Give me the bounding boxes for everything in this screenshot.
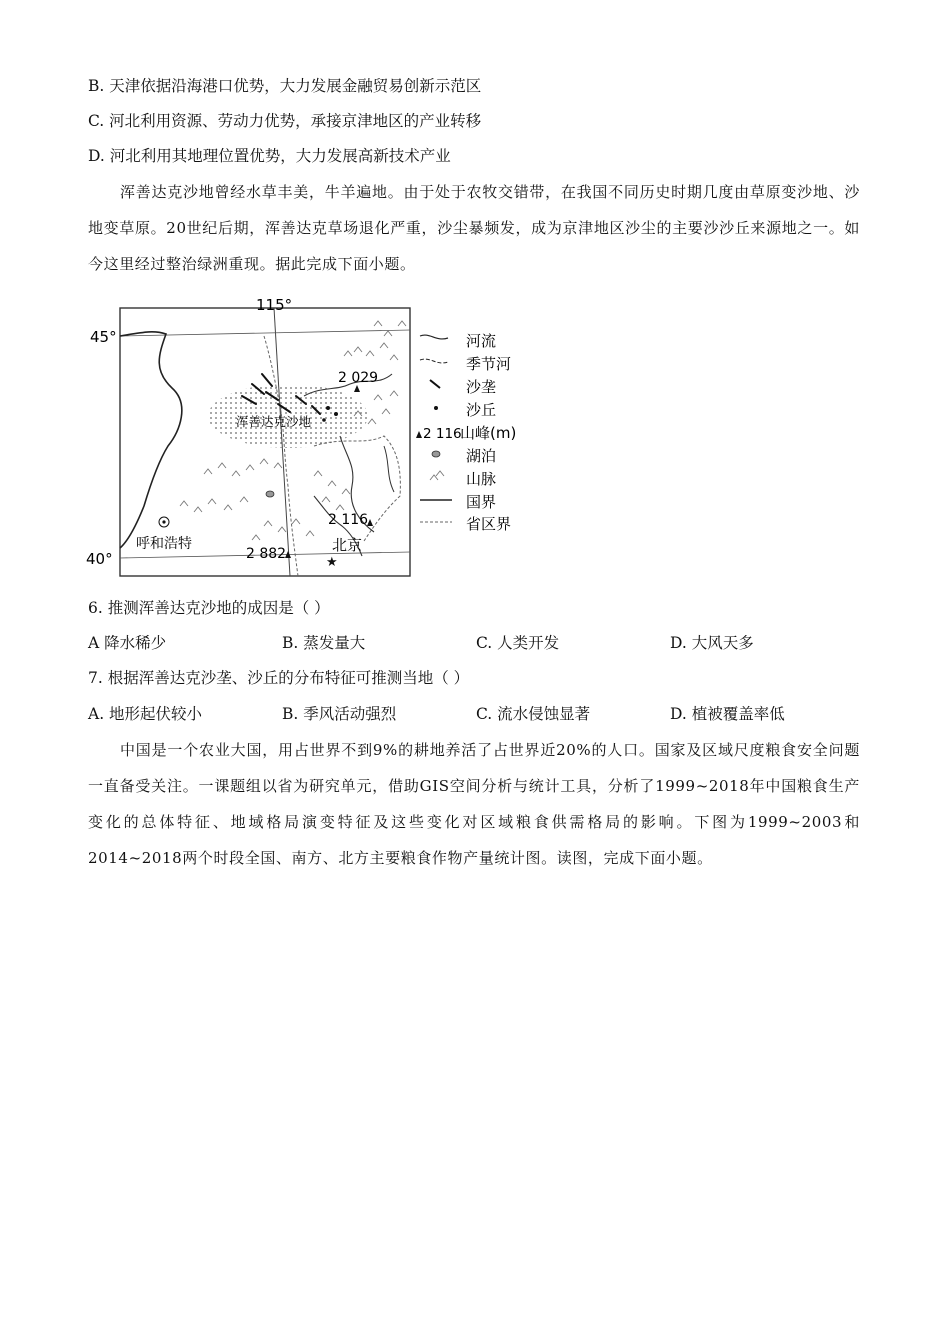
legend-peak: 山峰(m) — [460, 424, 517, 442]
question-7-stem: 7. 根据浑善达克沙垄、沙丘的分布特征可推测当地（ ） — [88, 669, 470, 687]
q6-option-d[interactable]: D. 大风天多 — [670, 634, 754, 652]
provincial-border — [264, 336, 298, 576]
q6-option-c[interactable]: C. 人类开发 — [476, 634, 560, 652]
legend-lake-symbol — [432, 451, 440, 457]
longitude-label: 115° — [256, 296, 293, 314]
legend-national-border: 国界 — [466, 493, 497, 511]
hunshandake-map — [84, 296, 534, 586]
hohhot-label: 呼和浩特 — [136, 536, 192, 552]
peak-2029-label: 2 029 — [338, 370, 379, 386]
q7-option-d[interactable]: D. 植被覆盖率低 — [670, 705, 785, 723]
map-legend — [416, 332, 516, 533]
beijing-label: 北京 — [332, 536, 363, 554]
option-b-prev: B. 天津依据沿海港口优势，大力发展金融贸易创新示范区 — [88, 77, 482, 95]
national-border — [120, 332, 182, 548]
legend-provincial-border: 省区界 — [466, 515, 512, 533]
q7-option-c[interactable]: C. 流水侵蚀显著 — [476, 705, 591, 723]
legend-sand-ridge-symbol — [430, 380, 440, 388]
legend-river-symbol — [420, 335, 448, 339]
q6-option-a[interactable]: A 降水稀少 — [88, 634, 167, 652]
passage-grain-security: 中国是一个农业大国，用占世界不到9%的耕地养活了占世界近20%的人口。国家及区域尺度粮食安全问题一直备受关注。一课题组以省为研究单元，借助GIS空间分析与统计工具，分析了1999~2018年中国粮食生产变化的总体特征、地域格局演变特征及这些变化对区域粮食供需格局的影响。下图为1999~2003和2014~2018两个时段全国、南方、北方主要粮食作物产量统计图。读图，完成下面小题。 — [88, 741, 860, 867]
legend-peak-symbol — [416, 431, 422, 438]
legend-sand-ridge: 沙垄 — [466, 378, 497, 396]
latitude-45-label: 45° — [90, 328, 117, 346]
option-c-prev: C. 河北利用资源、劳动力优势，承接京津地区的产业转移 — [88, 112, 482, 130]
passage-hunshandake: 浑善达克沙地曾经水草丰美，牛羊遍地。由于处于农牧交错带，在我国不同历史时期几度由草原变沙地、沙地变草原。20世纪后期，浑善达克草场退化严重，沙尘暴频发，成为京津地区沙尘的主要沙沙丘来源地之一。如今这里经过整治绿洲重现。据此完成下面小题。 — [88, 183, 860, 273]
q7-option-b[interactable]: B. 季风活动强烈 — [282, 705, 397, 723]
legend-river: 河流 — [466, 332, 497, 350]
legend-seasonal-river-symbol — [420, 359, 448, 363]
peak-2116-label: 2 116 — [328, 512, 369, 528]
q6-option-b[interactable]: B. 蒸发量大 — [282, 634, 366, 652]
sandy-land-label: 浑善达克沙地 — [236, 414, 312, 429]
legend-peak-sample: 2 116 — [423, 426, 462, 442]
q7-option-a[interactable]: A. 地形起伏较小 — [88, 705, 203, 723]
lake — [266, 491, 274, 497]
legend-sand-dune: 沙丘 — [466, 401, 497, 419]
legend-seasonal-river: 季节河 — [466, 355, 512, 373]
question-6-stem: 6. 推测浑善达克沙地的成因是（ ） — [88, 599, 330, 617]
peak-2882-label: 2 882 — [246, 546, 287, 562]
legend-mountain: 山脉 — [466, 470, 497, 488]
beijing-star-icon: ★ — [326, 555, 338, 570]
legend-sand-dune-symbol — [434, 406, 438, 410]
legend-mountain-symbol — [430, 471, 444, 480]
latitude-40-label: 40° — [86, 550, 113, 568]
legend-lake: 湖泊 — [466, 447, 497, 465]
peak-marker — [354, 385, 360, 392]
option-d-prev: D. 河北利用其地理位置优势，大力发展高新技术产业 — [88, 147, 451, 165]
